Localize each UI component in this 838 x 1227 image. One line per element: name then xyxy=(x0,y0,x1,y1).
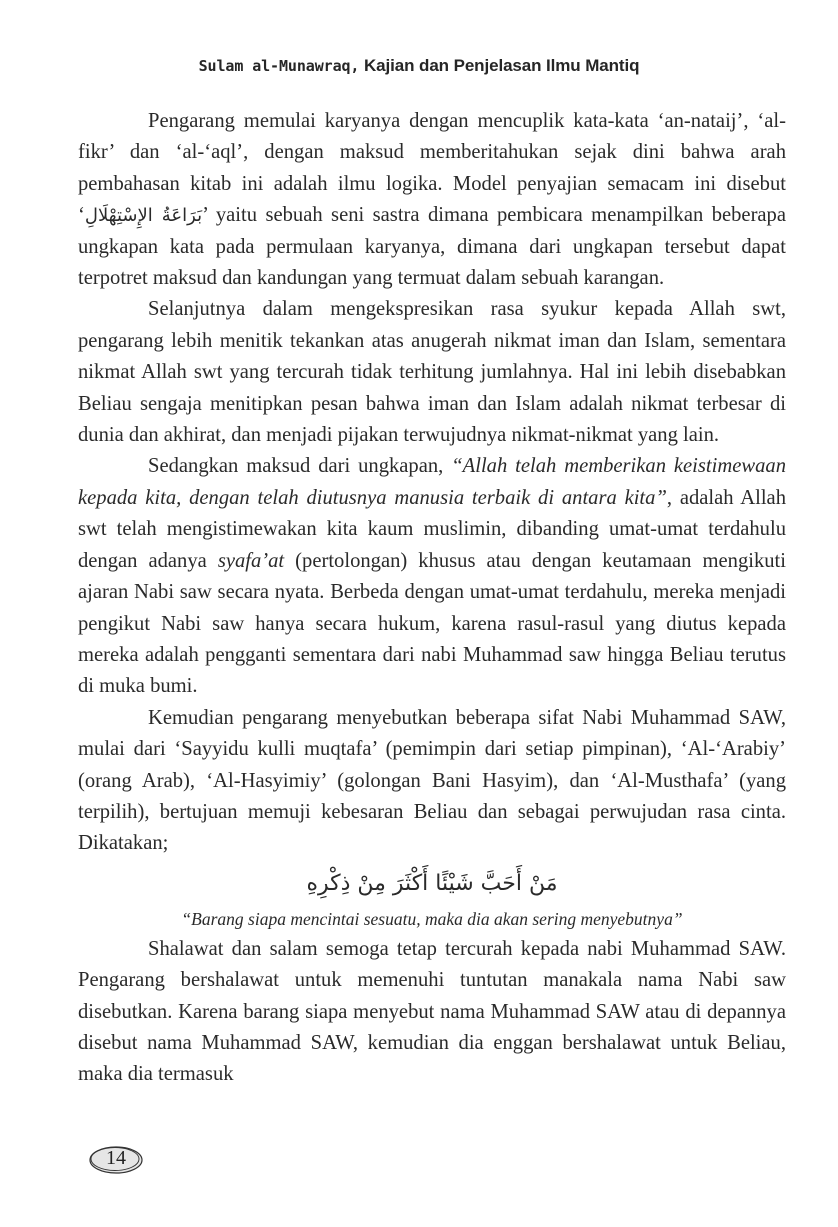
paragraph-1-part-b: ’ yaitu sebuah seni sastra dimana pembicara menampilkan beberapa ungkapan kata pada permulaan karyanya, dimana dari ungkapan tersebut dapat terpotret maksud dan kandungan yang termuat dalam sebuah karangan. xyxy=(78,204,786,290)
paragraph-1-part-a: Pengarang memulai karyanya dengan mencuplik kata-kata ‘an-nataij’, ‘al-fikr’ dan ‘al-‘aql’, dengan maksud memberitahukan sejak dini bahwa arah pembahasan kitab ini adalah ilmu logika. Model penyajian semacam ini disebut ‘ xyxy=(78,110,786,227)
paragraph-3-quote: “Allah telah memberikan keistimewaan kepada kita, dengan telah diutusnya manusia terbaik di antara kita” xyxy=(78,455,786,509)
page-number-badge xyxy=(88,1143,144,1175)
paragraph-3-part-c: (pertolongan) khusus atau dengan keutamaan mengikuti ajaran Nabi saw secara nyata. Berbeda dengan umat-umat terdahulu, mereka menjadi pengikut Nabi saw hanya secara hukum, karena rasul-rasul yang diutus kepada mereka adalah pengganti sementara dari nabi Muhammad saw hingga Beliau terutus di muka bumi. xyxy=(78,549,786,698)
term-syafaat: syafa’at xyxy=(217,549,285,572)
arabic-quote: مَنْ أَحَبَّ شَيْئًا أَكْثَرَ مِنْ ذِكْرِهِ xyxy=(306,870,558,896)
page-number: 14 xyxy=(106,1147,126,1169)
paragraph-3-part-b: , adalah Allah swt telah mengistimewakan kita kaum muslimin, dibanding umat-umat terdahulu dengan adanya xyxy=(78,486,786,572)
paragraph-3 xyxy=(78,451,786,702)
running-header xyxy=(0,56,838,76)
running-header-book-title: Sulam al-Munawraq, xyxy=(198,57,360,75)
paragraph-5: Shalawat dan salam semoga tetap tercurah kepada nabi Muhammad SAW. Pengarang bershalawat untuk memenuhi tuntutan manakala nama Nabi saw disebutkan. Karena barang siapa menyebut nama Muhammad SAW atau di depannya disebut nama Muhammad SAW, kemudian dia enggan bershalawat untuk Beliau, maka dia termasuk xyxy=(78,937,786,1086)
body-text xyxy=(78,106,786,1091)
paragraph-3-part-a: Sedangkan maksud dari ungkapan, xyxy=(148,455,452,478)
arabic-term-baraah-istihlal: بَرَاعَةُ الإِسْتِهْلَالِ xyxy=(84,205,203,227)
paragraph-2: Selanjutnya dalam mengekspresikan rasa syukur kepada Allah swt, pengarang lebih menitik tekankan atas anugerah nikmat iman dan Islam, sementara nikmat Allah swt yang tercurah tidak terhitung jumlahnya. Hal ini lebih disebabkan Beliau sengaja menitipkan pesan bahwa iman dan Islam adalah nikmat terbesar di dunia dan akhirat, dan menjadi pijakan terwujudnya nikmat-nikmat yang lain. xyxy=(78,298,786,447)
arabic-quote-translation: “Barang siapa mencintai sesuatu, maka dia akan sering menyebutnya” xyxy=(181,908,683,929)
paragraph-1 xyxy=(78,106,786,294)
paragraph-4: Kemudian pengarang menyebutkan beberapa sifat Nabi Muhammad SAW, mulai dari ‘Sayyidu kulli muqtafa’ (pemimpin dari setiap pimpinan), ‘Al-‘Arabiy’ (orang Arab), ‘Al-Hasyimiy’ (golongan Bani Hasyim), dan ‘Al-Musthafa’ (yang terpilih), bertujuan memuji kebesaran Beliau dan sebagai perwujudan rasa cinta. Dikatakan; xyxy=(78,706,786,855)
running-header-subtitle: Kajian dan Penjelasan Ilmu Mantiq xyxy=(359,56,640,75)
